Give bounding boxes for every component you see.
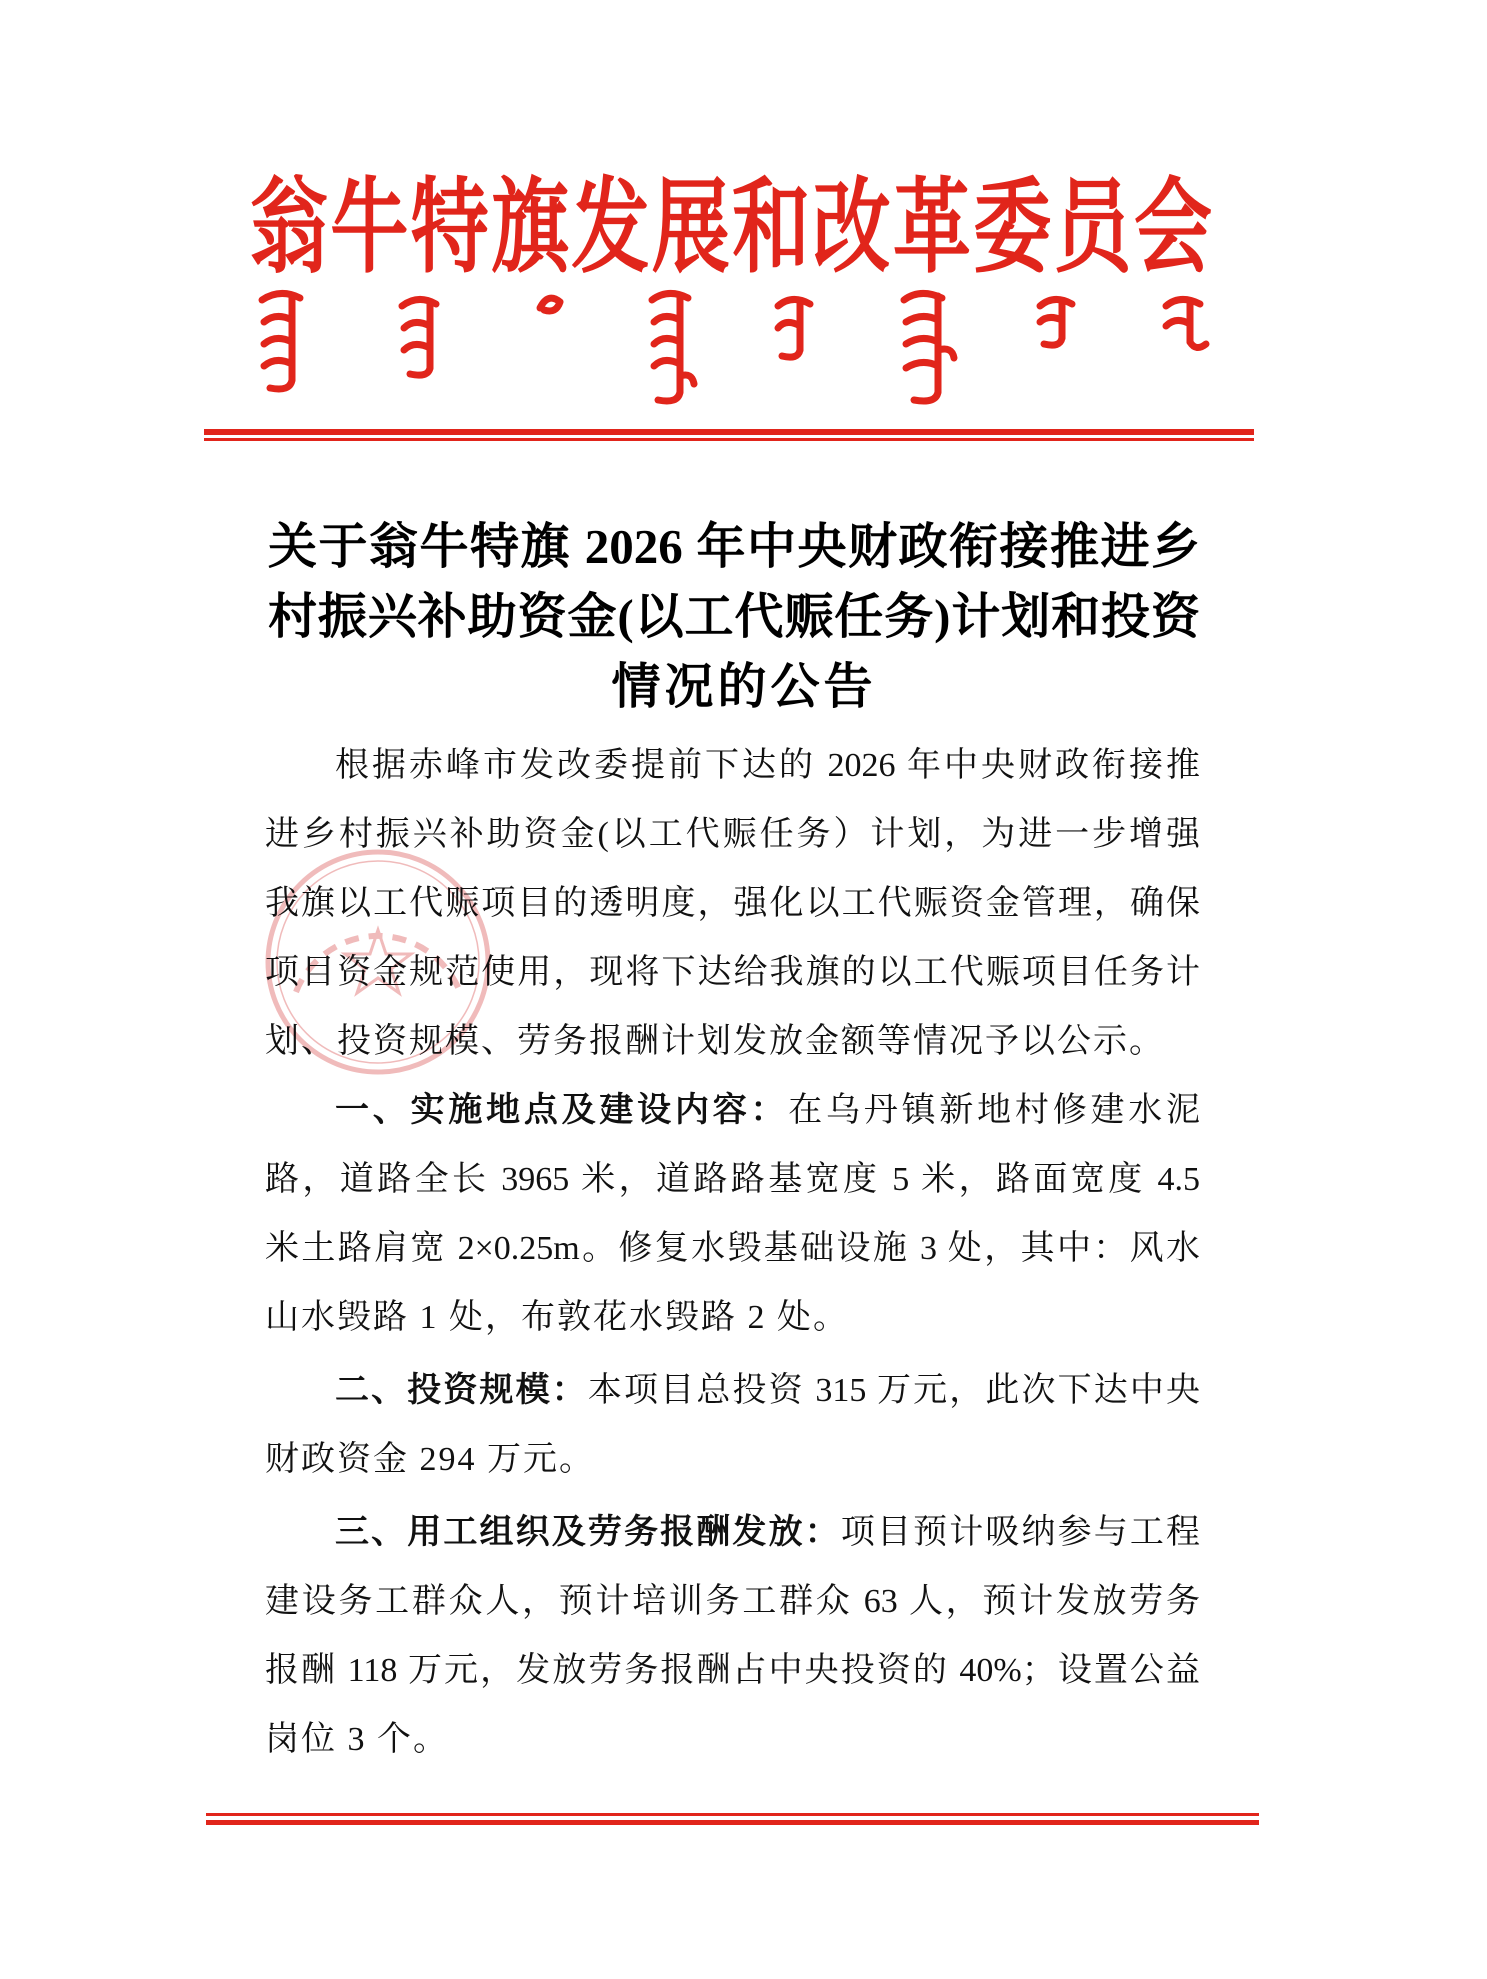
official-seal xyxy=(258,842,498,1082)
paragraph-line: 路，道路全长 3965 米，道路路基宽度 5 米，路面宽度 4.5 xyxy=(265,1161,1200,1198)
section-heading: 二、投资规模： xyxy=(335,1370,588,1410)
paragraph-section-2 xyxy=(265,1356,1200,1494)
paragraph-line: 米土路肩宽 2×0.25m。修复水毁基础设施 3 处，其中：风水 xyxy=(265,1230,1200,1267)
paragraph-line: 建设务工群众人，预计培训务工群众 63 人，预计发放劳务 xyxy=(265,1583,1200,1620)
notice-title-line: 情况的公告 xyxy=(611,659,877,714)
paragraph-line: 岗位 3 个。 xyxy=(265,1721,449,1758)
paragraph-line: 根据赤峰市发改委提前下达的 2026 年中央财政衔接推 xyxy=(335,747,1200,784)
section-heading: 一、实施地点及建设内容： xyxy=(335,1090,789,1130)
letterhead-rule-thick xyxy=(204,429,1254,435)
section-heading: 三、用工组织及劳务报酬发放： xyxy=(335,1512,841,1552)
mongolian-word xyxy=(652,293,694,401)
paragraph-line xyxy=(265,1498,1200,1567)
footer-rule-thin xyxy=(206,1813,1259,1816)
paragraph-line: 项目资金规范使用，现将下达给我旗的以工代赈项目任务计 xyxy=(265,954,1200,991)
notice-title xyxy=(268,512,1200,722)
mongolian-word xyxy=(1040,299,1072,345)
letterhead-mongolian-script xyxy=(0,280,1487,420)
section-text: 本项目总投资 315 万元，此次下达中央 xyxy=(587,1372,1201,1409)
paragraph-line: 划、投资规模、劳务报酬计划发放金额等情况予以公示。 xyxy=(265,1023,1165,1060)
seal-outer-ring xyxy=(268,852,488,1072)
paragraph-section-1 xyxy=(265,1076,1200,1352)
notice-title-line: 村振兴补助资金(以工代赈任务)计划和投资 xyxy=(268,589,1200,644)
mongolian-word xyxy=(1166,299,1206,347)
paragraph-section-3 xyxy=(265,1498,1200,1774)
paragraph-line xyxy=(265,1076,1200,1145)
mongolian-word xyxy=(904,293,954,401)
footer-rule-thick xyxy=(206,1820,1259,1825)
section-text: 在乌丹镇新地村修建水泥 xyxy=(788,1092,1201,1129)
paragraph-line: 财政资金 294 万元。 xyxy=(265,1441,595,1478)
mongolian-word xyxy=(402,299,436,375)
paragraph-line xyxy=(265,1356,1200,1425)
mongolian-word xyxy=(262,293,300,389)
seal-arc-marks xyxy=(296,936,460,992)
notice-title-line: 关于翁牛特旗 2026 年中央财政衔接推进乡 xyxy=(268,519,1200,574)
letterhead-org-name: 翁牛特旗发展和改革委员会 xyxy=(250,169,1212,285)
section-text: 项目预计吸纳参与工程 xyxy=(840,1514,1201,1551)
letterhead-rule-thin xyxy=(204,438,1254,441)
seal-inner-ring xyxy=(277,861,479,1063)
paragraph-line: 进乡村振兴补助资金(以工代赈任务）计划，为进一步增强 xyxy=(265,816,1200,853)
paragraph-line: 我旗以工代赈项目的透明度，强化以工代赈资金管理，确保 xyxy=(265,885,1200,922)
paragraph-line: 山水毁路 1 处，布敦花水毁路 2 处。 xyxy=(265,1299,849,1336)
mongolian-word xyxy=(778,299,810,357)
paragraph-line: 报酬 118 万元，发放劳务报酬占中央投资的 40%；设置公益 xyxy=(265,1652,1200,1689)
mongolian-word xyxy=(540,298,560,311)
